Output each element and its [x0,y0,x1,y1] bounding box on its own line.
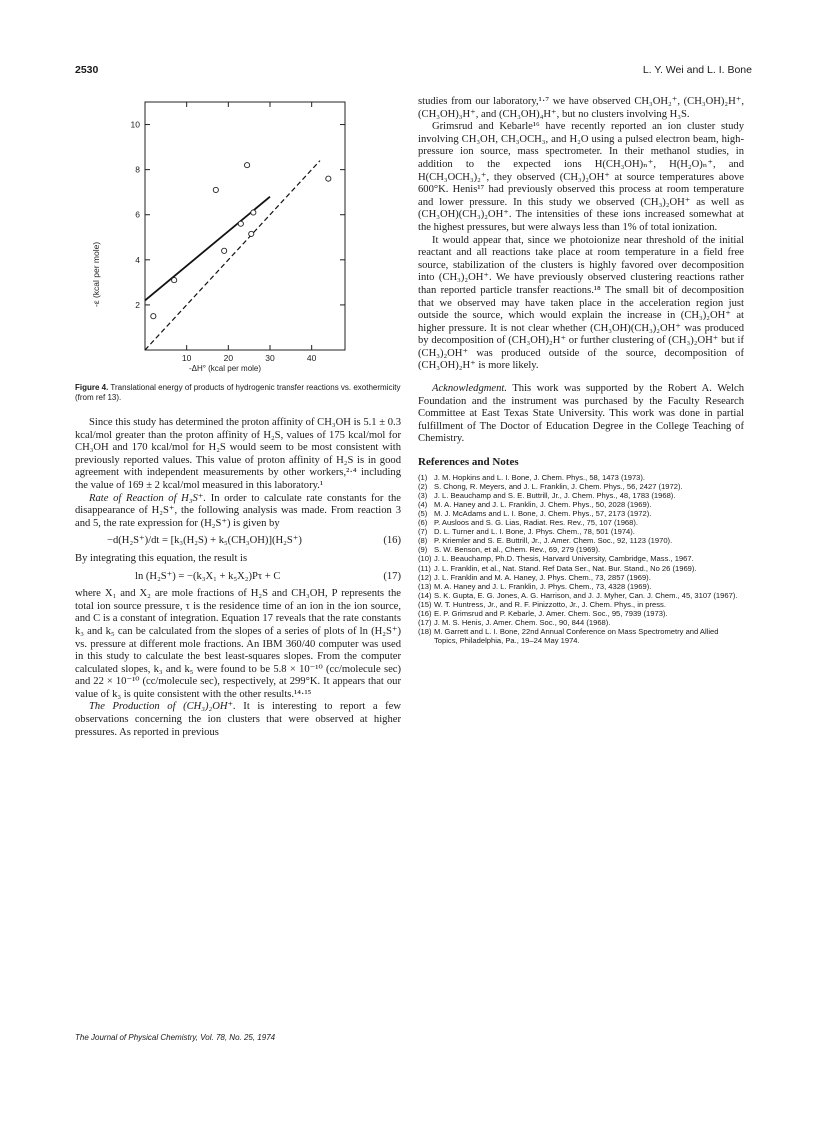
y-tick-label: 4 [135,254,140,265]
running-header-authors: L. Y. Wei and L. I. Bone [642,64,752,76]
caption-text: Translational energy of products of hydrogenic transfer reactions vs. exothermicity (from ref 13). [75,383,401,402]
reference-item [418,482,744,491]
right-column [418,96,744,645]
reference-text: M. J. McAdams and L. I. Bone, J. Chem. Phys., 57, 2173 (1972). [434,509,652,518]
caption-label: Figure 4. [75,383,109,392]
reference-item [418,536,744,545]
data-point [251,210,256,215]
reference-text: M. A. Haney and J. L. Franklin, J. Phys. Chem., 73, 4328 (1969). [434,581,652,591]
acknowledgment: Acknowledgment. This work was supported by the Robert A. Welch Foundation and the instrument was purchased by the Faculty Research Committee at East Texas State University. This work was done in partial fulfillment of The Doctor of Education Degree in the College Teaching of Chemistry. [418,383,744,445]
figure-caption [75,383,401,403]
paragraph-continued: studies from our laboratory,¹·⁷ we have observed CH₃OH₂⁺, (CH₃OH)₂H⁺, (CH₃OH)₃H⁺, and (CH₃OH)₄H⁺, but no clusters involving H₃S. [418,96,744,120]
data-point [151,314,156,319]
paragraph-proton-affinity: Since this study has determined the proton affinity of CH₃OH is 5.1 ± 0.3 kcal/mol greater than the proton affinity of H₂S, values of 175 kcal/mol for CH₃OH and 170 kcal/mol for H₂S would seem to be most consistent with previously reported values. This value of proton affinity of H₂S is in good agreement with independent measurements by other workers,²·⁴ including the value of 169 ± 2 kcal/mol measured in this laboratory.¹ [75,417,401,491]
reference-number: (14) [418,590,432,600]
reference-text: J. L. Beauchamp, Ph.D. Thesis, Harvard University, Cambridge, Mass., 1967. [434,554,694,564]
reference-number: (9) [418,545,428,555]
left-column [75,97,401,739]
equation-16-number: (16) [383,535,401,547]
reference-text: J. L. Franklin and M. A. Haney, J. Phys. Chem., 73, 2857 (1969). [434,572,651,582]
reference-item [418,573,744,582]
reference-item [418,491,744,500]
reference-number: (18) [418,627,432,637]
reference-text: S. Chong, R. Meyers, and J. L. Franklin, J. Chem. Phys., 56, 2427 (1972). [434,481,683,491]
reference-text: E. P. Grimsrud and P. Kebarle, J. Amer. Chem. Soc., 95, 7939 (1973). [434,609,668,619]
reference-text: W. T. Huntress, Jr., and R. F. Pinizzotto, Jr., J. Chem. Phys., in press. [434,599,666,609]
reference-text: M. Garrett and L. I. Bone, 22nd Annual Conference on Mass Spectrometry and Allied Topics, Philadelphia, Pa., 19–24 May 1974. [434,627,719,646]
reference-item [418,500,744,509]
data-point [222,248,227,253]
reference-number: (6) [418,518,428,528]
reference-text: S. K. Gupta, E. G. Jones, A. G. Harrison, and J. J. Myher, Can. J. Chem., 45, 3107 (1967). [434,590,738,600]
y-tick-label: 2 [135,299,140,310]
reference-number: (5) [418,509,428,518]
reference-number: (13) [418,581,432,591]
dashed-trend-line [145,161,320,350]
page-number: 2530 [75,64,99,76]
paragraph-grimsrud: Grimsrud and Kebarle¹⁶ have recently reported an ion cluster study involving CH₃OH, CH₃OCH₃, and H₂O using a pulsed electron beam, high-pressure ion source, mass spectrometer. In their methanol studies, in addition to the expected ions H(CH₃OH)ₙ⁺, H(H₂O)ₙ⁺, and H(CH₃OCH₃)₂⁺, they observed (CH₃)₂OH⁺ at source temperatures above 600°K. Henis¹⁷ had previously observed this process at room temperature and lower pressure. In this study we observed (CH₃)₂OH⁺ as well as (CH₃OH)(CH₃)₂OH⁺. The intensities of these ions increased somewhat at the highest pressures, but were always less than 1% of total ionization. [418,121,744,233]
reference-item [418,609,744,618]
y-axis-label: -ε (kcal per mole) [91,241,101,307]
x-tick-label: 40 [306,353,317,363]
reference-item [418,509,744,518]
reference-text: P. Kriemler and S. E. Buttrill, Jr., J. Amer. Chem. Soc., 92, 1123 (1970). [434,536,673,546]
reference-text: D. L. Turner and L. I. Bone, J. Phys. Chem., 78, 501 (1974). [434,527,635,537]
journal-footer: The Journal of Physical Chemistry, Vol. 78, No. 25, 1974 [75,1033,276,1042]
reference-item [418,554,744,563]
x-tick-label: 10 [181,353,192,363]
paragraph-rate-of-reaction: Rate of Reaction of H₃S⁺. In order to calculate rate constants for the disappearance of H₂S⁺, the following analysis was made. From reaction 3 and 5, the rate expression for (H₂S⁺) is given by [75,492,401,529]
reference-number: (1) [418,472,428,482]
acknowledgment-label: Acknowledgment. [432,383,508,395]
data-point [238,221,243,226]
reference-item [418,582,744,591]
reference-item [418,527,744,536]
reference-item [418,545,744,554]
x-tick-label: 20 [223,353,234,363]
reference-text: J. L. Beauchamp and S. E. Buttrill, Jr., J. Chem. Phys., 48, 1783 (1968). [434,490,676,500]
section-run-in-rate: Rate of Reaction of H₃S⁺. [89,492,207,504]
references-heading: References and Notes [418,456,519,469]
reference-text: J. M. Hopkins and L. I. Bone, J. Chem. Phys., 58, 1473 (1973). [434,472,646,482]
reference-item [418,564,744,573]
equation-17: ln (H₂S⁺) = −(k₃X₁ + k₅X₂)Pτ + C (17) [135,570,401,582]
reference-number: (8) [418,536,428,546]
reference-item [418,591,744,600]
data-point [172,278,177,283]
paragraph-production: The Production of (CH₃)₂OH⁺. It is interesting to report a few observations concerning the ion clusters that were observed at higher pressures. As reported in previous [75,701,401,738]
data-point [249,231,254,236]
reference-text: J. L. Franklin, et al., Nat. Stand. Ref Data Ser., Nat. Bur. Stand., No 26 (1969). [434,563,697,573]
reference-number: (2) [418,481,428,491]
plot-frame [145,102,345,350]
reference-text: J. M. S. Henis, J. Amer. Chem. Soc., 90, 844 (1968). [434,618,611,628]
figure-4-chart [75,97,401,379]
reference-number: (11) [418,563,431,573]
reference-number: (4) [418,499,428,509]
paragraph-where: where X₁ and X₂ are mole fractions of H₂S and CH₃OH, P represents the total ion source pressure, τ is the residence time of an ion in the ion source, and C is a constant of integration. Equation 17 reveals that the rate constants k₃ and k₅ can be calculated from the slopes of a series of plots of ln (H₂S⁺) vs. pressure at different mole fractions. An IBM 360/40 computer was used in this study to calculate the best least-squares slopes. From the computer calculated slopes, k₃ and k₅ were found to be 5.8 × 10⁻¹⁰ (cc/molecule sec) and 22 × 10⁻¹⁰ (cc/molecule sec), respectively, at 299°K. It appears that our value of k₃ is quite consistent with the other results.¹⁴·¹⁵ [75,588,401,700]
section-run-in-production: The Production of (CH₃)₂OH⁺. [89,701,236,713]
data-point [244,163,249,168]
y-tick-label: 10 [130,119,140,130]
reference-text: M. A. Haney and J. L. Franklin, J. Chem. Phys., 50, 2028 (1969). [434,499,652,509]
figure-4 [75,97,401,379]
reference-text: S. W. Benson, et al., Chem. Rev., 69, 279 (1969). [434,545,601,555]
data-point [213,187,218,192]
equation-16: −d(H₂S⁺)/dt = [k₃(H₂S) + k₅(CH₃OH)](H₂S⁺) (16) [107,535,401,547]
reference-number: (15) [418,599,432,609]
reference-number: (12) [418,572,432,582]
reference-item [418,600,744,609]
equation-17-number: (17) [383,570,401,582]
y-tick-label: 6 [135,209,140,220]
references-list [418,473,744,646]
reference-number: (16) [418,609,432,619]
reference-text: P. Ausloos and S. G. Lias, Radiat. Res. Rev., 75, 107 (1968). [434,518,639,528]
data-point [326,176,331,181]
reference-number: (3) [418,490,428,500]
reference-item [418,618,744,627]
reference-item [418,473,744,482]
x-axis-label: -ΔH° (kcal per mole) [188,364,262,373]
reference-number: (17) [418,618,432,628]
reference-item [418,627,744,645]
reference-item [418,518,744,527]
x-tick-label: 30 [265,353,275,363]
reference-number: (7) [418,527,428,537]
y-tick-label: 8 [135,164,140,175]
reference-number: (10) [418,554,432,564]
paragraph-integrating: By integrating this equation, the result is [75,552,248,564]
paragraph-photoionize: It would appear that, since we photoionize near threshold of the initial reactant and all reactions take place at room temperature in a field free source, stabilization of the clusters is highly favored over decomposition into (CH₃)₂OH⁺. We have previously observed clustering reactions rather than reported particle transfer reactions.¹⁸ The small bit of decomposition that we observed may have taken place in the acceleration region just outside the source, which would explain the increase in (CH₃)₂OH⁺ at higher pressure. It is not clear whether (CH₃OH)(CH₃)₂OH⁺ was produced by decomposition of (CH₃OH)₂H⁺ or further clustering of (CH₃)₂OH⁺ but if (CH₃)₂OH⁺ was produced outside of the source, decomposition of (CH₃OH)₂H⁺ is more likely. [418,234,744,372]
